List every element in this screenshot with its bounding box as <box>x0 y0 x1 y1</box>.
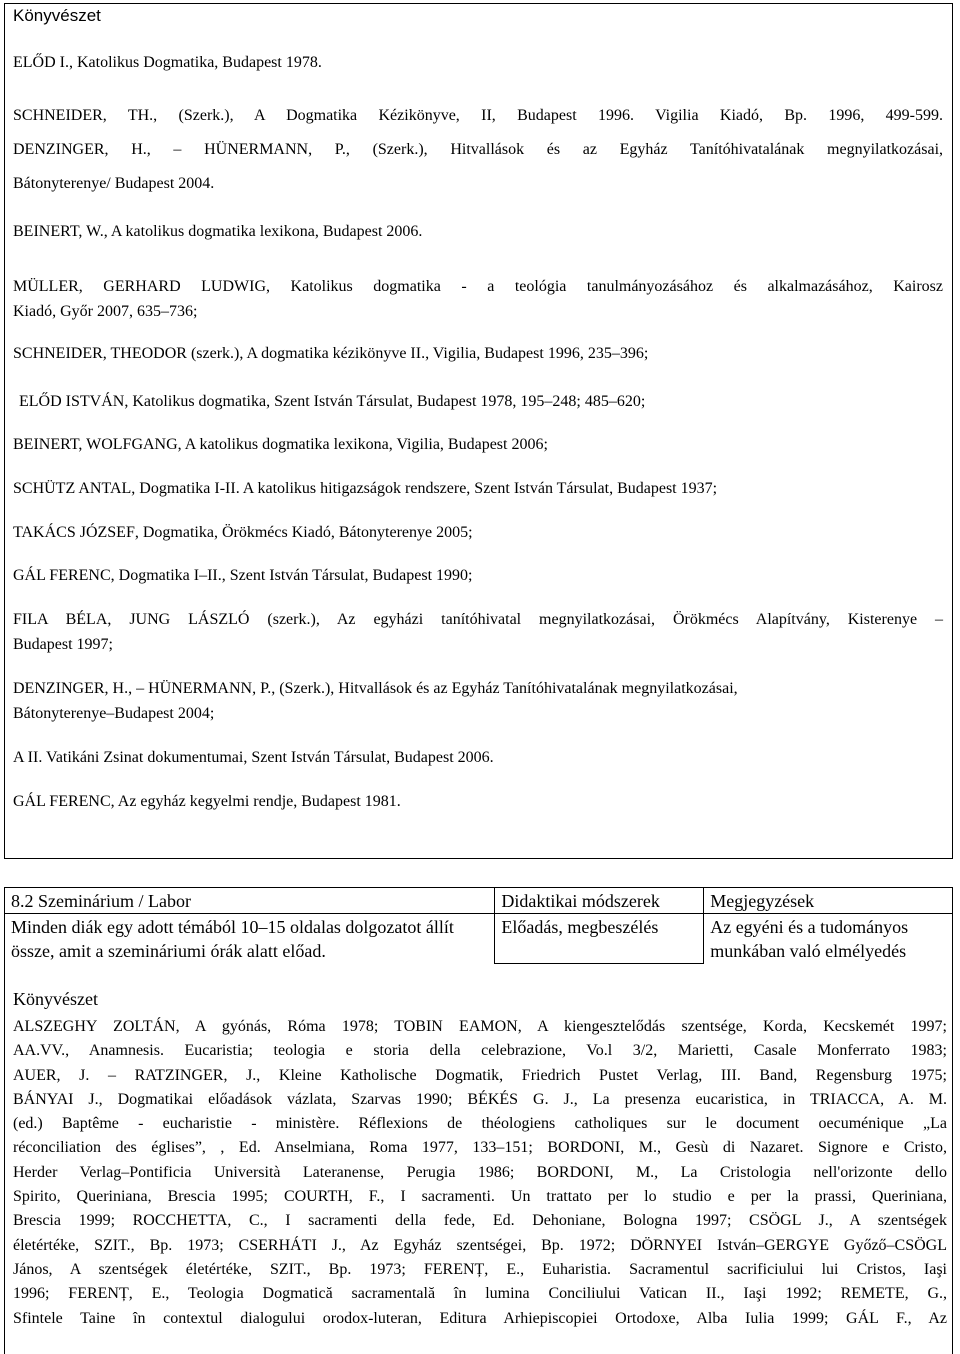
table-cell-notes: Az egyéni és a tudományos munkában való elmélyedés <box>704 914 953 964</box>
section-left-border <box>4 887 5 1354</box>
entry-author: FILA BÉLA, JUNG LÁSZLÓ <box>13 611 250 628</box>
bibliography-entry <box>13 677 943 701</box>
bibliography-entry <box>13 521 943 545</box>
entry-text: A II. Vatikáni Zsinat dokumentumai, Szent István Társulat, Budapest 2006. <box>13 749 494 766</box>
entry-text: , A katolikus dogmatika lexikona, Vigilia, Budapest 2006; <box>177 436 548 453</box>
entry-author: SCHÜTZ ANTAL <box>13 480 132 497</box>
entry-text: Budapest 1997; <box>13 636 113 653</box>
bibliography-line: Sfintele Taine în contextul dialogului orodox-luteran, Editura Arhiepiscopiei Ortodoxe, Alba Iulia 1999; GÁL F., Az <box>13 1309 947 1327</box>
header-cell-methods: Didaktikai módszerek <box>495 888 704 914</box>
bibliography-line: Herder Verlag–Pontificia Università Lateranense, Perugia 1986; BORDONI, M., La Cristologia nell'orizonte dello <box>13 1163 947 1181</box>
entry-text: , A katolikus dogmatika lexikona, Budapest 2006. <box>103 223 423 240</box>
table-header-row <box>5 888 953 914</box>
bibliography-line: életértéke, SZIT., Bp. 1973; CSERHÁTI J., Az Egyház szentségei, Bp. 1972; DÖRNYEI István–GERGYE Győző–CSÖGL <box>13 1236 947 1254</box>
entry-text: , Dogmatika I-II. A katolikus hitigazságok rendszere, Szent István Társulat, Budapest 1937; <box>131 480 718 497</box>
entry-text: (szerk.), Az egyházi tanítóhivatal megnyilatkozásai, Örökmécs Alapítvány, Kisterenye – <box>249 611 943 628</box>
bibliography-entry <box>13 275 943 299</box>
seminar-table <box>4 887 953 964</box>
bibliography-line: (ed.) Baptême - eucharistie - ministère. Réflexions de théologiens catholiques sur le document oecuménique „La <box>13 1115 947 1133</box>
bibliography-entry <box>13 477 943 501</box>
entry-author: DENZINGER, H., – HÜNERMANN, P. <box>13 680 272 697</box>
entry-text: , Katolikus dogmatika - a teológia tanulmányozásához és alkalmazásához, Kairosz <box>266 278 943 295</box>
entry-author: SCHNEIDER, THEODOR <box>13 345 187 362</box>
bibliography-heading: Könyvészet <box>13 6 101 25</box>
entry-author: DENZINGER, H., – HÜNERMANN, P. <box>13 141 346 158</box>
bibliography-line: BÁNYAI J., Dogmatikai előadások vázlata, Szarvas 1990; BÉKÉS G. J., La presenza eucaristica, in TRIACCA, A. M. <box>13 1090 947 1108</box>
bibliography-entry <box>13 138 943 162</box>
entry-text: , Az egyház kegyelmi rendje, Budapest 1981. <box>110 793 401 810</box>
entry-author: BEINERT, W. <box>13 223 104 240</box>
bibliography-entry <box>13 608 943 632</box>
bibliography-entry <box>13 564 943 588</box>
entry-text: , (Szerk.), Hitvallások és az Egyház Tanítóhivatalának megnyilatkozásai, <box>345 141 944 158</box>
bibliography-entry <box>13 433 943 457</box>
entry-text: Kiadó, Győr 2007, 635–736; <box>13 303 198 320</box>
bibliography-entry <box>13 172 943 196</box>
bibliography-line: 1996; FERENȚ, E., Teologia Dogmatică sacramentală în lumina Conciliului Vatican II., Iaşi 1992; REMETE, G., <box>13 1285 947 1303</box>
bibliography-line: Spirito, Queriniana, Brescia 1995; COURTH, F., I sacramenti. Un trattato per lo studio e per la prassi, Queriniana, <box>13 1188 947 1206</box>
header-cell-seminar: 8.2 Szeminárium / Labor <box>5 888 495 914</box>
table-cell-methods: Előadás, megbeszélés <box>495 914 704 964</box>
bibliography-line: Brescia 1999; ROCCHETTA, C., I sacramenti della fede, Ed. Dehoniane, Bologna 1997; CSÖGL J., A szentségek <box>13 1212 947 1230</box>
entry-author: SCHNEIDER, TH. <box>13 107 154 124</box>
table-cell-seminar: Minden diák egy adott témából 10–15 oldalas dolgozatot állít össze, amit a szemináriumi órák alatt előad. <box>5 914 495 964</box>
bibliography-line: János, A szentségek életértéke, SZIT., Bp. 1973; FERENȚ, E., Euharistia. Sacramentul sacrificiului lui Cristos, Iaşi <box>13 1260 947 1278</box>
section-right-border <box>952 887 953 1354</box>
bibliography-line: AA.VV., Anamnesis. Eucaristia; teologia e storia della celebrazione, Vo.l 3/2, Marietti, Casale Monferrato 1983; <box>13 1042 947 1060</box>
entry-text: , Katolikus dogmatika, Szent István Társulat, Budapest 1978, 195–248; 485–620; <box>124 393 646 410</box>
entry-text: Bátonyterenye–Budapest 2004; <box>13 705 215 722</box>
bibliography-line: réconciliation des églises”, , Ed. Anselmiana, Roma 1977, 133–151; BORDONI, M., Gesù di Nazaret. Signore e Cristo, <box>13 1139 947 1157</box>
bibliography-entry <box>13 342 943 366</box>
bibliography-entry <box>13 746 943 770</box>
entry-text: (szerk.), A dogmatika kézikönyve II., Vigilia, Budapest 1996, 235–396; <box>186 345 649 362</box>
bibliography-paragraph <box>13 1015 947 1331</box>
bibliography-line: ALSZEGHY ZOLTÁN, A gyónás, Róma 1978; TOBIN EAMON, A kiengesztelődás szentsége, Korda, Kecskemét 1997; <box>13 1018 947 1035</box>
entry-author: MÜLLER, GERHARD LUDWIG <box>13 278 267 295</box>
bibliography-entry <box>13 104 943 128</box>
entry-author: GÁL FERENC <box>13 567 111 584</box>
entry-text: , (Szerk.), A Dogmatika Kézikönyve, II, Budapest 1996. Vigilia Kiadó, Bp. 1996, 499-599. <box>153 107 944 124</box>
entry-author: BEINERT, WOLFGANG <box>13 436 178 453</box>
entry-text: , Katolikus Dogmatika, Budapest 1978. <box>68 54 322 71</box>
entry-text: , (Szerk.), Hitvallások és az Egyház Tanítóhivatalának megnyilatkozásai, <box>271 680 738 697</box>
entry-author: TAKÁCS JÓZSEF <box>13 524 135 541</box>
header-cell-notes: Megjegyzések <box>704 888 953 914</box>
bibliography-entry <box>13 790 943 814</box>
bibliography-entry <box>13 51 943 75</box>
bibliography-entry <box>13 702 943 726</box>
entry-text: , Dogmatika, Örökmécs Kiadó, Bátonyterenye 2005; <box>134 524 473 541</box>
bibliography-line: AUER, J. – RATZINGER, J., Kleine Katholische Dogmatik, Friedrich Pustet Verlag, III. Band, Regensburg 1975; <box>13 1066 947 1084</box>
entry-author: ELŐD I. <box>13 54 69 71</box>
bibliography-entry <box>13 300 943 324</box>
entry-text: , Dogmatika I–II., Szent István Társulat, Budapest 1990; <box>110 567 473 584</box>
bibliography-box <box>4 3 953 859</box>
entry-text: Bátonyterenye/ Budapest 2004. <box>13 175 215 192</box>
bibliography-entry <box>19 390 949 414</box>
bibliography-entry <box>13 633 943 657</box>
bibliography-entry <box>13 220 943 244</box>
entry-author: ELŐD ISTVÁN <box>19 393 125 410</box>
bibliography-heading: Könyvészet <box>13 989 98 1009</box>
entry-author: GÁL FERENC <box>13 793 111 810</box>
table-row <box>5 914 953 964</box>
